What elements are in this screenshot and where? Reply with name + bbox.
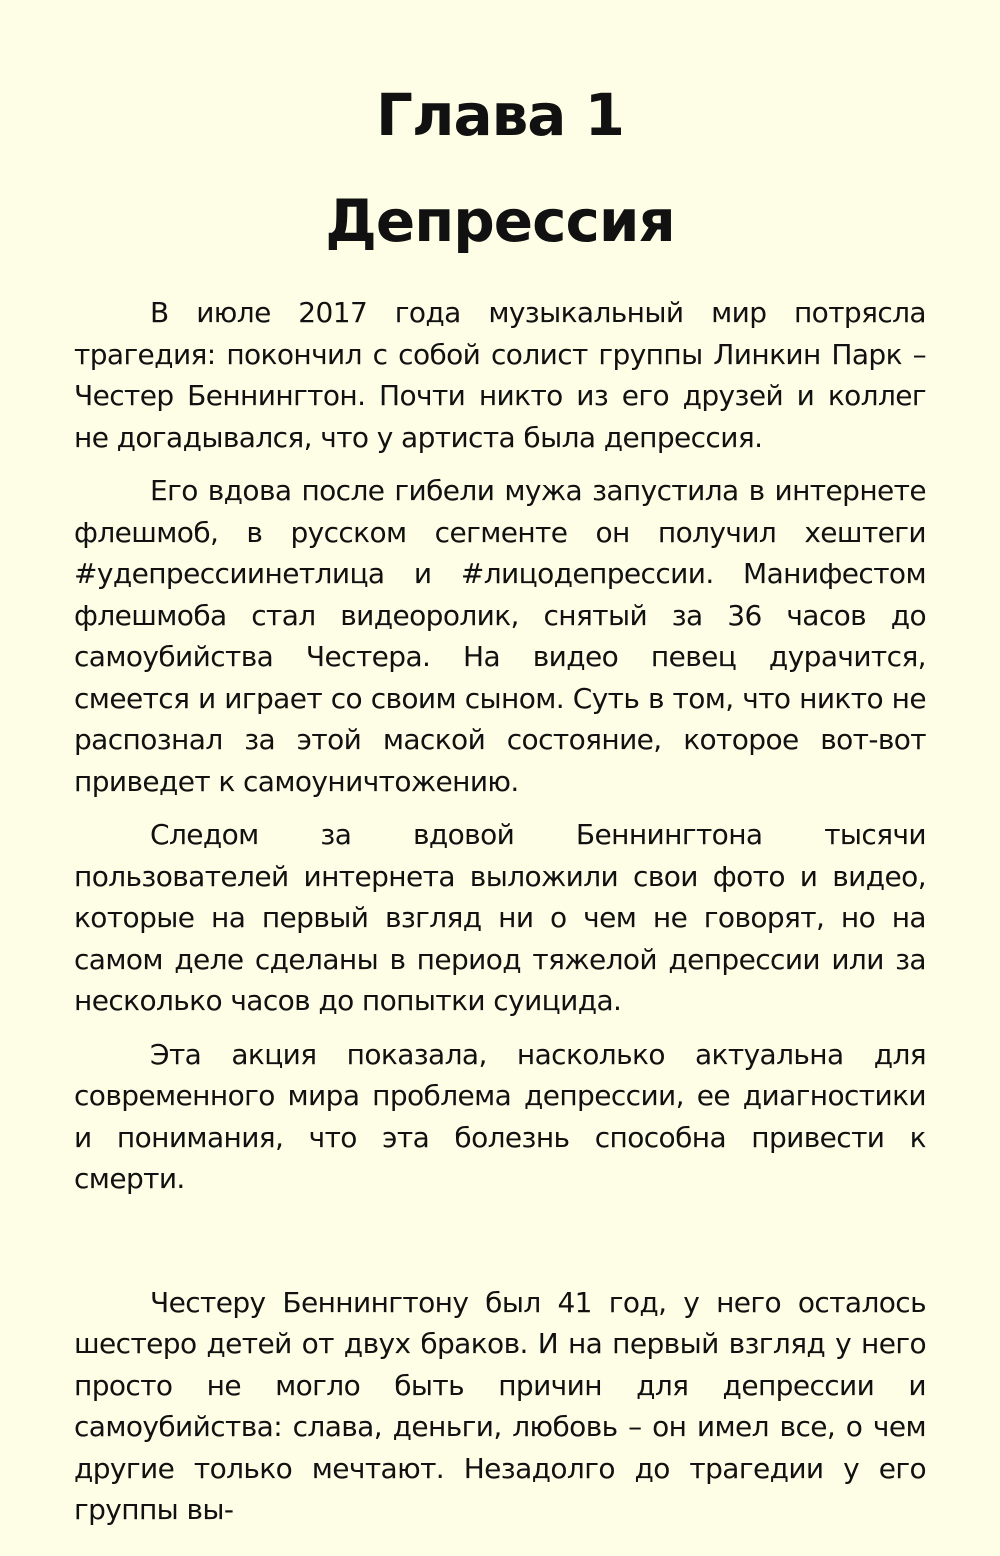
paragraph-4: Эта акция показала, насколько актуальна для современного мира проблема депрессии, ее диагностики и понимания, что эта болезнь способна привести к смерти. xyxy=(74,1037,926,1195)
chapter-number: Глава 1 xyxy=(376,81,624,149)
paragraph-5: Честеру Беннингтону был 41 год, у него осталось шестеро детей от двух браков. И на первый взгляд у него просто не могло быть причин для депрессии и самоубийства: слава, деньги, любовь – он имел все, о чем другие только мечтают. Незадолго до трагедии у его группы вы- xyxy=(74,1285,926,1526)
body-text xyxy=(74,292,926,1531)
chapter-title: Депрессия xyxy=(325,187,675,255)
paragraph-1: В июле 2017 года музыкальный мир потрясла трагедия: покончил с собой солист группы Линкин Парк – Честер Беннингтон. Почти никто из его друзей и коллег не догадывался, что у артиста была депрессия. xyxy=(74,296,926,454)
paragraph-2: Его вдова после гибели мужа запустила в интернете флешмоб, в русском сегменте он получил хештеги #удепрессиинетлица и #лицодепрессии. Манифестом флешмоба стал видеоролик, снятый за 36 часов до самоубийства Честера. На видео певец дурачится, смеется и играет со своим сыном. Суть в том, что никто не распознал за этой маской состояние, которое вот-вот приведет к самоуничтожению. xyxy=(74,474,926,798)
paragraph-3: Следом за вдовой Беннингтона тысячи пользователей интернета выложили свои фото и видео, которые на первый взгляд ни о чем не говорят, но на самом деле сделаны в период тяжелой депрессии или за несколько часов до попытки суицида. xyxy=(74,818,926,1017)
